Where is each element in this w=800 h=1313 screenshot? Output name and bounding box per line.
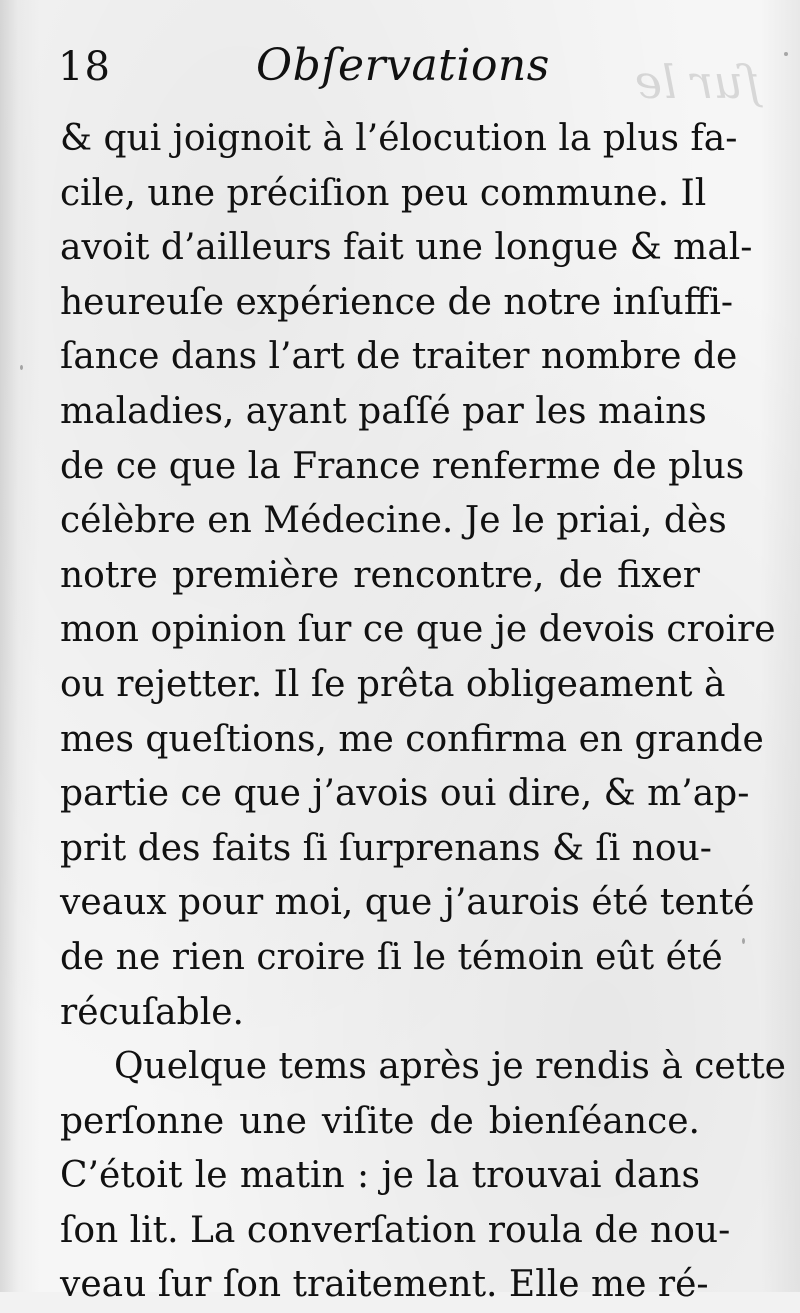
text-line: de ne rien croire ſi le témoin eût été xyxy=(60,936,723,978)
page-number: 18 xyxy=(58,44,111,90)
text-line: ou rejetter. Il ſe prêta obligeament à xyxy=(60,663,726,705)
text-line: veaux pour moi, que j’aurois été tenté xyxy=(60,882,755,924)
ink-speck xyxy=(20,365,23,370)
text-line: cile, une préciſion peu commune. Il xyxy=(60,172,707,214)
text-line: ſon lit. La converſation roula de nou- xyxy=(60,1209,731,1251)
text-line: veau ſur ſon traitement. Elle me ré- xyxy=(60,1264,709,1306)
text-line: perſonne une viſite de bienſéance. xyxy=(60,1100,700,1142)
text-line: & qui joignoit à l’élocution la plus fa- xyxy=(60,118,738,159)
text-line: maladies, ayant paſſé par les mains xyxy=(60,390,707,432)
ink-speck xyxy=(784,52,788,56)
text-line: mes queſtions, me confirma en grande xyxy=(60,718,764,760)
text-line: célèbre en Médecine. Je le priai, dès xyxy=(60,500,727,542)
text-line: notre première rencontre, de fixer xyxy=(60,554,700,596)
text-line: avoit d’ailleurs fait une longue & mal- xyxy=(60,227,753,269)
text-line: mon opinion ſur ce que je devois croire xyxy=(60,609,776,651)
page-header xyxy=(58,40,758,110)
text-line: C’étoit le matin : je la trouvai dans xyxy=(60,1155,700,1197)
text-line: prit des faits ſi ſurprenans & ſi nou- xyxy=(60,827,712,869)
paragraph-end-line: récuſable. xyxy=(60,991,244,1033)
text-line: partie ce que j’avois oui dire, & m’ap- xyxy=(60,773,750,815)
ink-speck xyxy=(742,938,745,944)
paragraph-start-line: Quelque tems après je rendis à cette xyxy=(114,1046,786,1088)
text-line: ſance dans l’art de traiter nombre de xyxy=(60,336,738,378)
body-text xyxy=(60,112,786,1313)
running-title: Obſervations xyxy=(256,40,550,91)
show-through-text: ſur le xyxy=(634,55,760,109)
text-line: heureuſe expérience de notre inſuffi- xyxy=(60,281,734,323)
text-line: de ce que la France renferme de plus xyxy=(60,445,745,487)
